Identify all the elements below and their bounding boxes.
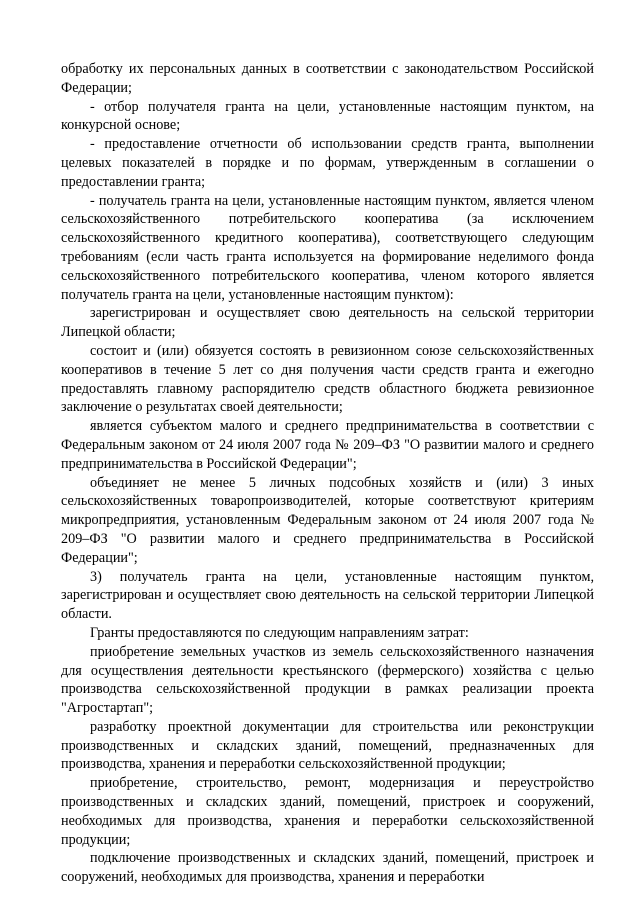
paragraph: разработку проектной документации для строительства или реконструкции производственных и складских зданий, помещений, предназначенных для производства, хранения и переработки сельскохозяйственной продукции;	[61, 718, 594, 773]
paragraph: подключение производственных и складских зданий, помещений, пристроек и сооружений, необходимых для производства, хранения и переработки	[61, 850, 594, 886]
paragraph: - предоставление отчетности об использовании средств гранта, выполнении целевых показателей в порядке и по формам, утвержденным в соглашении о предоставлении гранта;	[61, 136, 594, 190]
paragraph: является субъектом малого и среднего предпринимательства в соответствии с Федеральным законом от 24 июля 2007 года № 209–ФЗ "О развитии малого и среднего предпринимательства в Российской Федерации";	[61, 418, 594, 472]
paragraph: приобретение, строительство, ремонт, модернизация и переустройство производственных и складских зданий, помещений, пристроек и сооружений, необходимых для производства, хранения и переработки сельскохозяйственной продукции;	[61, 775, 594, 848]
paragraph: Гранты предоставляются по следующим направлениям затрат:	[90, 624, 469, 641]
paragraph: 3) получатель гранта на цели, установленные настоящим пунктом, зарегистрирован и осуществляет свою деятельность на сельской территории Липецкой области.	[61, 568, 594, 623]
paragraph: приобретение земельных участков из земель сельскохозяйственного назначения для осуществления деятельности крестьянского (фермерского) хозяйства с целью производства сельскохозяйственной продукции в рамках реализации проекта "Агростартап";	[61, 643, 594, 717]
paragraph: объединяет не менее 5 личных подсобных хозяйств и (или) 3 иных сельскохозяйственных товаропроизводителей, которые соответствуют критериям микропредприятия, установленным Федеральным законом от 24 июля 2007 года № 209–ФЗ "О развитии малого и среднего предпринимательства в Российской Федерации";	[61, 474, 594, 566]
paragraph: зарегистрирован и осуществляет свою деятельность на сельской территории Липецкой области;	[61, 305, 594, 341]
paragraph: - отбор получателя гранта на цели, установленные настоящим пунктом, на конкурсной основе;	[61, 98, 594, 134]
paragraph: - получатель гранта на цели, установленные настоящим пунктом, является членом сельскохозяйственного потребительского кооператива (за исключением сельскохозяйственного кредитного кооператива), соответствующего следующим требованиям (если часть гранта используется на формирование неделимого фонда сельскохозяйственного потребительского кооператива, членом которого является получатель гранта на цели, установленные настоящим пунктом):	[61, 192, 594, 303]
document-body	[61, 60, 594, 887]
paragraph: состоит и (или) обязуется состоять в ревизионном союзе сельскохозяйственных кооперативов в течение 5 лет со дня получения части средств гранта и ежегодно предоставлять главному распорядителю средств областного бюджета ревизионное заключение о результатах своей деятельности;	[61, 342, 594, 416]
paragraph: обработку их персональных данных в соответствии с законодательством Российской Федерации;	[61, 61, 594, 96]
